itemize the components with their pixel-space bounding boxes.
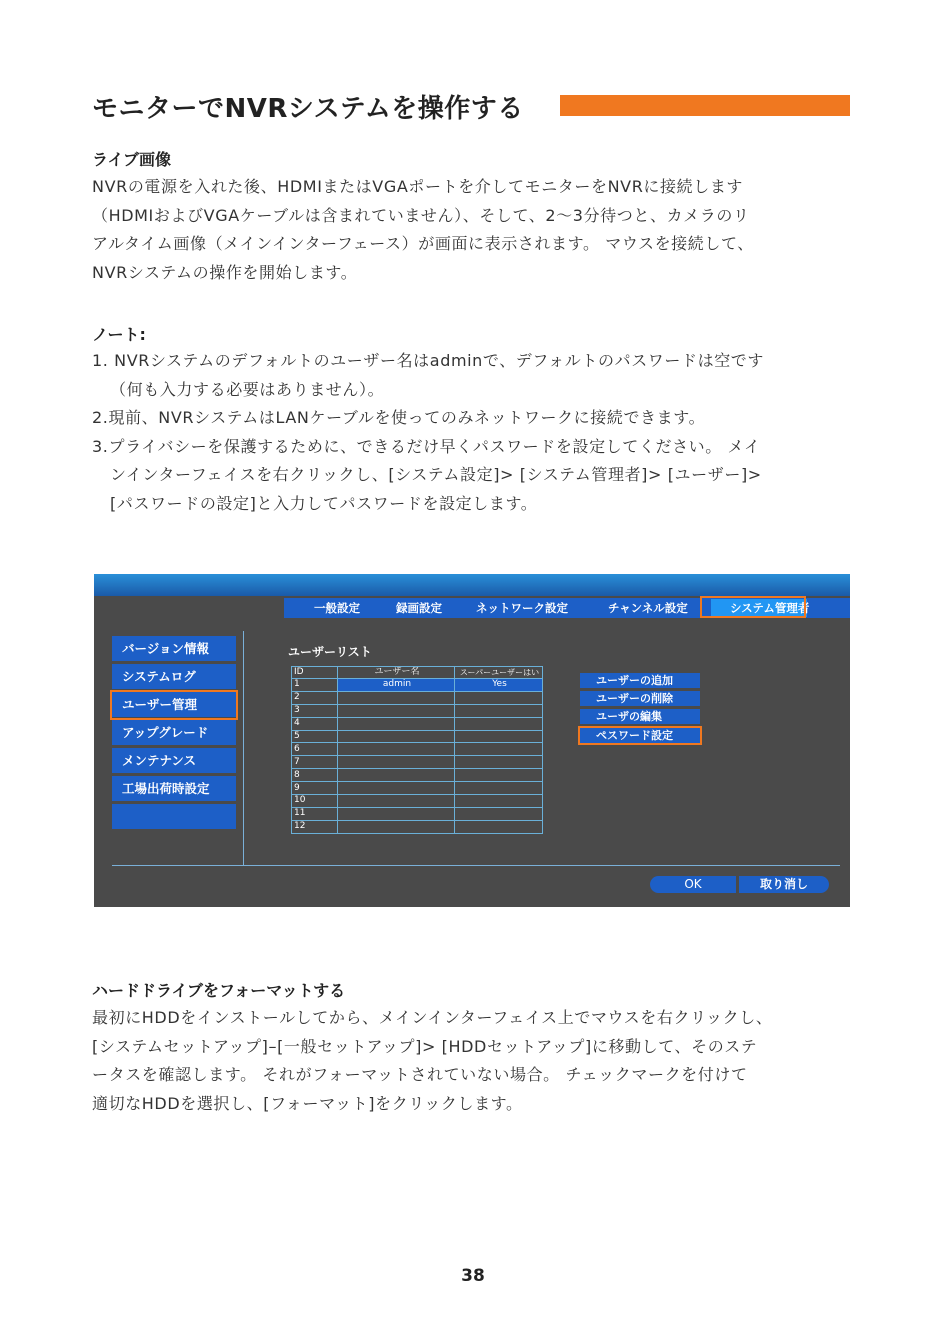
text-line: NVRシステムの操作を開始します。 bbox=[92, 262, 358, 282]
text-line: 2.現前、NVRシステムはLANケーブルを使ってのみネットワークに接続できます。 bbox=[92, 408, 706, 427]
cell-username bbox=[338, 730, 455, 743]
text-line: 3.プライバシーを保護するために、できるだけ早くパスワードを設定してください。 メイ bbox=[92, 436, 761, 456]
text-line: [パスワードの設定]と入力してパスワードを設定します。 bbox=[110, 493, 538, 513]
sidebar-item-factory-reset[interactable]: 工場出荷時設定 bbox=[112, 776, 236, 801]
text-line: ータスを確認します。 それがフォーマットされていない場合。 チェックマークを付けて bbox=[92, 1065, 748, 1084]
cell-superuser bbox=[455, 782, 543, 795]
table-row[interactable] bbox=[292, 795, 543, 808]
edit-user-button[interactable]: ユーザの編集 bbox=[580, 709, 700, 724]
format-hdd-paragraph bbox=[92, 1004, 872, 1118]
table-row[interactable] bbox=[292, 717, 543, 730]
page-title: モニターでNVRシステムを操作する bbox=[92, 94, 524, 124]
column-header-id: ID bbox=[292, 667, 338, 679]
cell-username bbox=[338, 756, 455, 769]
set-password-button[interactable]: ペスワード設定 bbox=[580, 728, 700, 743]
table-row[interactable] bbox=[292, 782, 543, 795]
text-line: ンインターフェイスを右クリックし、[システム設定]> [システム管理者]> [ユーザー]> bbox=[110, 465, 762, 484]
sidebar-item-empty bbox=[112, 804, 236, 829]
text-line: 最初にHDDをインストールしてから、メインインターフェイス上でマウスを右クリックし、 bbox=[92, 1008, 773, 1027]
nvr-settings-screen bbox=[94, 574, 850, 907]
table-row[interactable] bbox=[292, 807, 543, 820]
table-row[interactable] bbox=[292, 756, 543, 769]
section-heading-format-hdd: ハードドライブをフォーマットする bbox=[92, 981, 346, 1000]
sidebar-item-system-log[interactable]: システムログ bbox=[112, 664, 236, 689]
sidebar-item-version[interactable]: バージョン情報 bbox=[112, 636, 236, 661]
cell-id: 3 bbox=[292, 704, 338, 717]
column-header-superuser: スーパーユーザーはい bbox=[455, 667, 543, 679]
tab-system-admin[interactable]: システム管理者 bbox=[730, 601, 810, 615]
vertical-divider bbox=[243, 631, 244, 865]
cell-id: 9 bbox=[292, 782, 338, 795]
table-row[interactable] bbox=[292, 730, 543, 743]
cell-superuser bbox=[455, 704, 543, 717]
cell-superuser bbox=[455, 769, 543, 782]
cell-superuser bbox=[455, 756, 543, 769]
table-row[interactable] bbox=[292, 743, 543, 756]
cell-username bbox=[338, 743, 455, 756]
add-user-button[interactable]: ユーザーの追加 bbox=[580, 673, 700, 688]
section-heading-note: ノート: bbox=[92, 325, 146, 344]
section-heading-live: ライブ画像 bbox=[92, 150, 172, 169]
cell-id: 1 bbox=[292, 679, 338, 692]
cancel-button[interactable]: 取り消し bbox=[739, 876, 829, 893]
cell-superuser bbox=[455, 730, 543, 743]
table-row[interactable] bbox=[292, 704, 543, 717]
cell-superuser bbox=[455, 743, 543, 756]
tab-recording[interactable]: 録画設定 bbox=[396, 601, 442, 615]
cell-superuser bbox=[455, 717, 543, 730]
cell-id: 5 bbox=[292, 730, 338, 743]
table-row[interactable] bbox=[292, 769, 543, 782]
table-row[interactable] bbox=[292, 820, 543, 833]
note-paragraph bbox=[92, 347, 872, 518]
text-line: NVRの電源を入れた後、HDMIまたはVGAポートを介してモニターをNVRに接続します bbox=[92, 177, 744, 196]
cell-username bbox=[338, 691, 455, 704]
cell-username bbox=[338, 717, 455, 730]
text-line: 適切なHDDを選択し、[フォーマット]をクリックします。 bbox=[92, 1093, 523, 1113]
cell-id: 2 bbox=[292, 691, 338, 704]
horizontal-divider bbox=[112, 865, 840, 866]
cell-username bbox=[338, 795, 455, 808]
sidebar-item-maintenance[interactable]: メンテナンス bbox=[112, 748, 236, 773]
text-line: アルタイム画像（メインインターフェース）が画面に表示されます。 マウスを接続して、 bbox=[92, 234, 754, 253]
tab-general[interactable]: 一般設定 bbox=[314, 601, 360, 615]
cell-username bbox=[338, 820, 455, 833]
cell-superuser: Yes bbox=[455, 679, 543, 692]
cell-id: 6 bbox=[292, 743, 338, 756]
cell-id: 7 bbox=[292, 756, 338, 769]
nvr-title-bar bbox=[94, 574, 850, 596]
cell-username bbox=[338, 704, 455, 717]
password-button-highlight-box bbox=[578, 726, 702, 745]
sidebar-item-upgrade[interactable]: アップグレード bbox=[112, 720, 236, 745]
tab-network[interactable]: ネットワーク設定 bbox=[476, 601, 568, 615]
cell-username bbox=[338, 807, 455, 820]
cell-id: 8 bbox=[292, 769, 338, 782]
user-list-title: ユーザーリスト bbox=[288, 645, 372, 659]
table-header-row bbox=[292, 667, 543, 679]
cell-id: 11 bbox=[292, 807, 338, 820]
title-accent-bar bbox=[560, 95, 850, 116]
cell-id: 4 bbox=[292, 717, 338, 730]
live-image-paragraph bbox=[92, 173, 872, 287]
column-header-username: ユーザー名 bbox=[338, 667, 455, 679]
cell-id: 12 bbox=[292, 820, 338, 833]
cell-username bbox=[338, 769, 455, 782]
page-number: 38 bbox=[461, 1266, 485, 1286]
tab-channel[interactable]: チャンネル設定 bbox=[608, 601, 688, 615]
cell-username bbox=[338, 782, 455, 795]
cell-username: admin bbox=[338, 679, 455, 692]
ok-button[interactable]: OK bbox=[650, 876, 736, 893]
sidebar-highlight-box bbox=[110, 690, 238, 720]
table-row[interactable] bbox=[292, 679, 543, 692]
tab-highlight-box bbox=[700, 596, 806, 618]
cell-id: 10 bbox=[292, 795, 338, 808]
cell-superuser bbox=[455, 691, 543, 704]
table-row[interactable] bbox=[292, 691, 543, 704]
sidebar-item-user-management[interactable]: ユーザー管理 bbox=[112, 692, 236, 717]
text-line: （HDMIおよびVGAケーブルは含まれていません）、そして、2〜3分待つと、カメラのリ bbox=[92, 205, 750, 225]
cell-superuser bbox=[455, 820, 543, 833]
text-line: （何も入力する必要はありません）。 bbox=[110, 379, 385, 399]
cell-superuser bbox=[455, 795, 543, 808]
delete-user-button[interactable]: ユーザーの削除 bbox=[580, 691, 700, 706]
text-line: [システムセットアップ]–[一般セットアップ]> [HDDセットアップ]に移動して、そのステ bbox=[92, 1036, 758, 1056]
user-table bbox=[291, 666, 543, 834]
cell-superuser bbox=[455, 807, 543, 820]
text-line: 1. NVRシステムのデフォルトのユーザー名はadminで、デフォルトのパスワードは空です bbox=[92, 351, 764, 370]
